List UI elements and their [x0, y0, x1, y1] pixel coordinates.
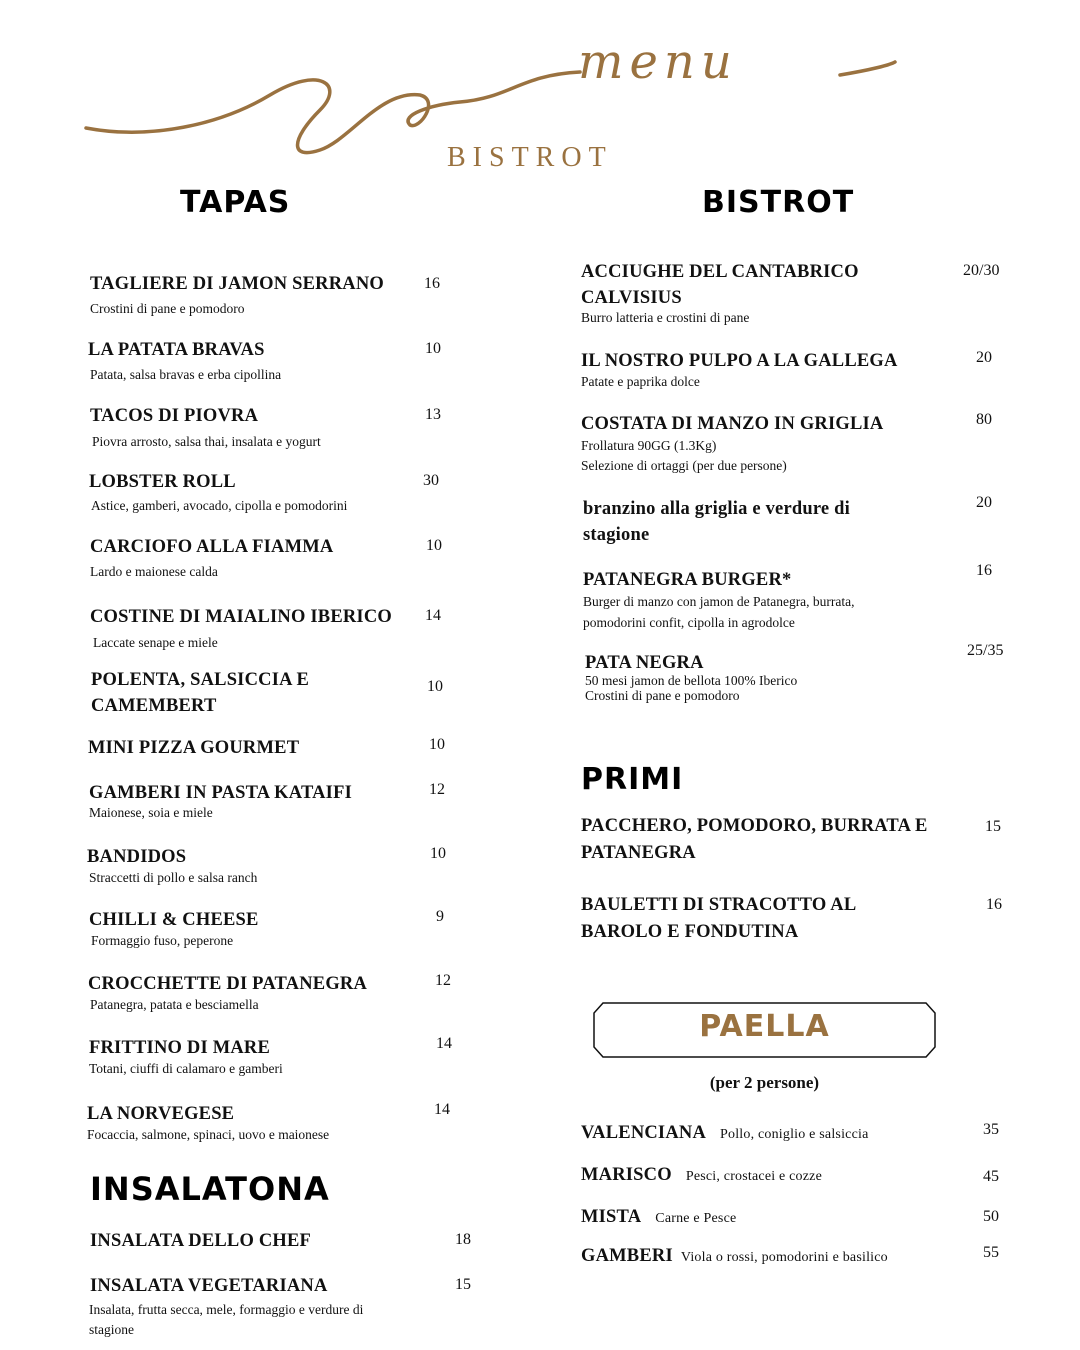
menu-item-name: CHILLI & CHEESE	[89, 910, 259, 930]
menu-item-desc-2: Selezione di ortaggi (per due persone)	[581, 458, 787, 473]
brand-name: BISTROT	[447, 142, 613, 173]
menu-item-price: 10	[426, 537, 442, 554]
menu-item-desc: Burger di manzo con jamon de Patanegra, burrata,	[583, 594, 855, 609]
primi-heading: PRIMI	[581, 762, 684, 797]
menu-item-price: 14	[436, 1035, 452, 1052]
menu-item-price: 10	[427, 678, 443, 695]
menu-item-desc: Carne e Pesce	[655, 1211, 737, 1226]
menu-item-name: BAULETTI DI STRACOTTO AL BAROLO E FONDUTINA	[581, 895, 856, 942]
menu-item-price: 16	[986, 896, 1002, 913]
menu-item-name: PACCHERO, POMODORO, BURRATA E PATANEGRA	[581, 816, 928, 863]
menu-item-desc: 50 mesi jamon de bellota 100% Iberico	[585, 673, 798, 688]
menu-item-price: 13	[425, 406, 441, 423]
menu-item-name: INSALATA VEGETARIANA	[90, 1276, 328, 1296]
menu-item-price: 30	[423, 472, 439, 489]
menu-item-name: MISTA	[581, 1207, 642, 1227]
menu-item-name: VALENCIANA	[581, 1123, 707, 1143]
menu-item-price: 20	[976, 349, 992, 366]
menu-item-desc: Pesci, crostacei e cozze	[685, 1169, 822, 1184]
menu-item-price: 12	[435, 972, 451, 989]
menu-item-name: BANDIDOS	[87, 847, 187, 867]
menu-item-price: 14	[434, 1101, 450, 1118]
menu-item-desc: Focaccia, salmone, spinaci, uovo e maionese	[87, 1127, 330, 1142]
menu-item-name: PATANEGRA BURGER*	[583, 570, 792, 590]
menu-item-desc: Patata, salsa bravas e erba cipollina	[90, 367, 282, 382]
menu-item-name: TACOS DI PIOVRA	[90, 406, 259, 426]
paella-subtitle: (per 2 persone)	[709, 1073, 820, 1092]
tapas-heading: TAPAS	[180, 185, 291, 220]
menu-item-desc: Patanegra, patata e besciamella	[90, 997, 259, 1012]
menu-item-name: COSTATA DI MANZO IN GRIGLIA	[581, 414, 884, 434]
menu-item-desc: Pollo, coniglio e salsiccia	[720, 1127, 869, 1142]
menu-item-desc: Maionese, soia e miele	[89, 805, 213, 820]
bistrot-heading: BISTROT	[702, 185, 855, 220]
menu-item-price: 12	[429, 781, 445, 798]
menu-item-name: GAMBERI IN PASTA KATAIFI	[89, 783, 352, 803]
menu-item-price: 14	[425, 607, 441, 624]
menu-item-name: branzino alla griglia e verdure di stagione	[583, 499, 850, 545]
menu-item-price: 10	[429, 736, 445, 753]
menu-item-desc: Burro latteria e crostini di pane	[581, 310, 750, 325]
menu-item-name: POLENTA, SALSICCIA E CAMEMBERT	[91, 670, 310, 716]
menu-item-price: 25/35	[967, 642, 1004, 659]
menu-item-desc: Insalata, frutta secca, mele, formaggio e verdure di stagione	[89, 1302, 364, 1337]
menu-item-price: 55	[983, 1244, 999, 1261]
menu-item-desc-2: Crostini di pane e pomodoro	[585, 688, 740, 703]
menu-item-price: 16	[976, 562, 992, 579]
menu-item-name: LA PATATA BRAVAS	[88, 340, 265, 360]
menu-item-name: TAGLIERE DI JAMON SERRANO	[90, 274, 385, 294]
menu-item-price: 45	[983, 1168, 999, 1185]
menu-item-price: 80	[976, 411, 992, 428]
menu-item-price: 50	[983, 1208, 999, 1225]
menu-item-name: INSALATA DELLO CHEF	[90, 1231, 312, 1251]
menu-item-name: LA NORVEGESE	[87, 1104, 235, 1124]
menu-item-desc: Crostini di pane e pomodoro	[90, 301, 245, 316]
menu-item-desc: Frollatura 90GG (1.3Kg)	[581, 438, 717, 453]
menu-item-name: CARCIOFO ALLA FIAMMA	[90, 537, 334, 557]
menu-item-name: CROCCHETTE DI PATANEGRA	[88, 974, 368, 994]
paella-heading: PAELLA	[699, 1009, 830, 1044]
menu-item-desc: Laccate senape e miele	[93, 635, 218, 650]
menu-item-name: COSTINE DI MAIALINO IBERICO	[90, 607, 392, 627]
menu-item-price: 10	[430, 845, 446, 862]
menu-item-desc: Astice, gamberi, avocado, cipolla e pomodorini	[91, 498, 348, 513]
menu-item-desc: Piovra arrosto, salsa thai, insalata e yogurt	[92, 434, 321, 449]
menu-item-desc: Formaggio fuso, peperone	[91, 933, 234, 948]
menu-item-desc: Straccetti di pollo e salsa ranch	[89, 870, 258, 885]
menu-item-name: PATA NEGRA	[585, 653, 704, 673]
menu-item-desc-2: pomodorini confit, cipolla in agrodolce	[583, 615, 795, 630]
menu-item-desc: Patate e paprika dolce	[581, 374, 700, 389]
menu-item-name: FRITTINO DI MARE	[89, 1038, 271, 1058]
menu-item-price: 20/30	[963, 262, 1000, 279]
menu-item-name: ACCIUGHE DEL CANTABRICO CALVISIUS	[581, 262, 859, 308]
menu-item-desc: Viola o rossi, pomodorini e basilico	[680, 1250, 888, 1265]
menu-item-price: 20	[976, 494, 992, 511]
menu-item-price: 15	[985, 818, 1001, 835]
menu-item-price: 18	[455, 1231, 471, 1248]
menu-item-price: 10	[425, 340, 441, 357]
menu-item-name: LOBSTER ROLL	[89, 472, 236, 492]
menu-item-name: MINI PIZZA GOURMET	[88, 738, 300, 758]
menu-item-price: 16	[424, 275, 440, 292]
menu-item-desc: Totani, ciuffi di calamaro e gamberi	[89, 1061, 283, 1076]
menu-item-name: IL NOSTRO PULPO A LA GALLEGA	[581, 351, 898, 371]
insalatona-heading: INSALATONA	[90, 1170, 330, 1208]
menu-item-price: 9	[436, 908, 444, 925]
menu-item-desc: Lardo e maionese calda	[90, 564, 218, 579]
menu-script-text: menu	[578, 34, 738, 90]
menu-item-name: MARISCO	[581, 1165, 672, 1185]
menu-item-price: 35	[983, 1121, 999, 1138]
menu-item-name: GAMBERI	[581, 1246, 673, 1266]
menu-item-price: 15	[455, 1276, 471, 1293]
